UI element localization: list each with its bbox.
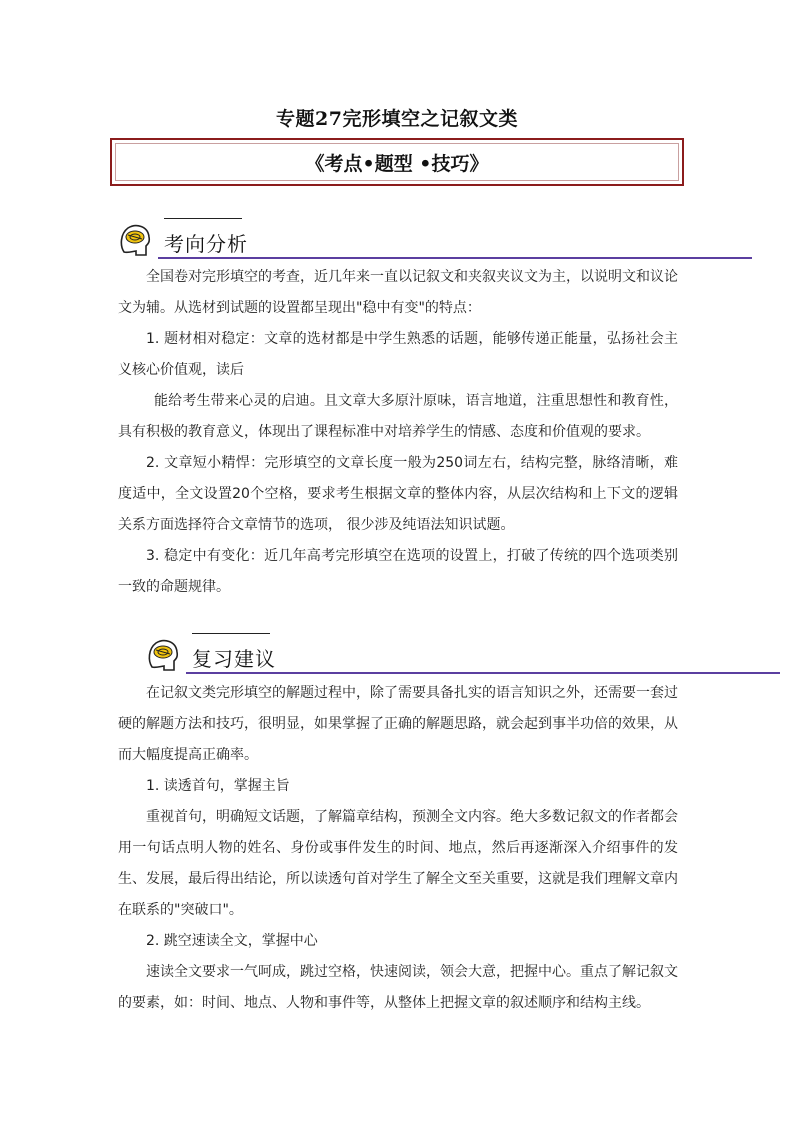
- banner-box: [110, 138, 684, 186]
- paragraph: 1. 题材相对稳定：文章的选材都是中学生熟悉的话题，能够传递正能量，弘扬社会主义核心价值观，读后: [118, 331, 678, 378]
- paragraph: 能给考生带来心灵的启迪。且文章大多原汁原味，语言地道，注重思想性和教育性，具有积极的教育意义，体现出了课程标准中对培养学生的情感、态度和价值观的要求。: [118, 393, 678, 440]
- section-body-analysis: [118, 262, 678, 603]
- banner-text: 《考点•题型 •技巧》: [115, 143, 679, 181]
- section-heading: 考向分析: [164, 232, 248, 256]
- section-overline: [192, 633, 270, 634]
- section-heading: 复习建议: [192, 647, 276, 671]
- paragraph: 2. 文章短小精悍：完形填空的文章长度一般为250词左右，结构完整，脉络清晰，难度适中，全文设置20个空格，要求考生根据文章的整体内容，从层次结构和上下文的逻辑关系方面选择符合文章情节的选项， 很少涉及纯语法知识试题。: [118, 455, 678, 533]
- section-header-analysis: [118, 222, 754, 262]
- section-rule: [158, 257, 752, 259]
- paragraph: 速读全文要求一气呵成，跳过空格，快速阅读，领会大意，把握中心。重点了解记叙文的要素，如：时间、地点、人物和事件等，从整体上把握文章的叙述顺序和结构主线。: [118, 964, 678, 1011]
- thinking-head-icon: [118, 222, 152, 258]
- paragraph: 2. 跳空速读全文，掌握中心: [146, 933, 318, 949]
- paragraph: 3. 稳定中有变化：近几年高考完形填空在选项的设置上，打破了传统的四个选项类别一致的命题规律。: [118, 548, 678, 595]
- section-header-review: [146, 637, 782, 677]
- page-title: 专题27完形填空之记叙文类: [276, 108, 518, 130]
- thinking-head-icon: [146, 637, 180, 673]
- section-overline: [164, 218, 242, 219]
- section-body-review: [118, 678, 678, 1019]
- paragraph: 1. 读透首句，掌握主旨: [146, 778, 290, 794]
- section-rule: [186, 672, 780, 674]
- paragraph: 在记叙文类完形填空的解题过程中，除了需要具备扎实的语言知识之外，还需要一套过硬的解题方法和技巧，很明显，如果掌握了正确的解题思路，就会起到事半功倍的效果，从而大幅度提高正确率。: [118, 685, 678, 763]
- paragraph: 重视首句，明确短文话题，了解篇章结构，预测全文内容。绝大多数记叙文的作者都会用一句话点明人物的姓名、身份或事件发生的时间、地点，然后再逐渐深入介绍事件的发生、发展，最后得出结论，所以读透句首对学生了解全文至关重要，这就是我们理解文章内在联系的"突破口"。: [118, 809, 678, 918]
- paragraph: 全国卷对完形填空的考查，近几年来一直以记叙文和夹叙夹议文为主，以说明文和议论文为辅。从选材到试题的设置都呈现出"稳中有变"的特点：: [118, 269, 678, 316]
